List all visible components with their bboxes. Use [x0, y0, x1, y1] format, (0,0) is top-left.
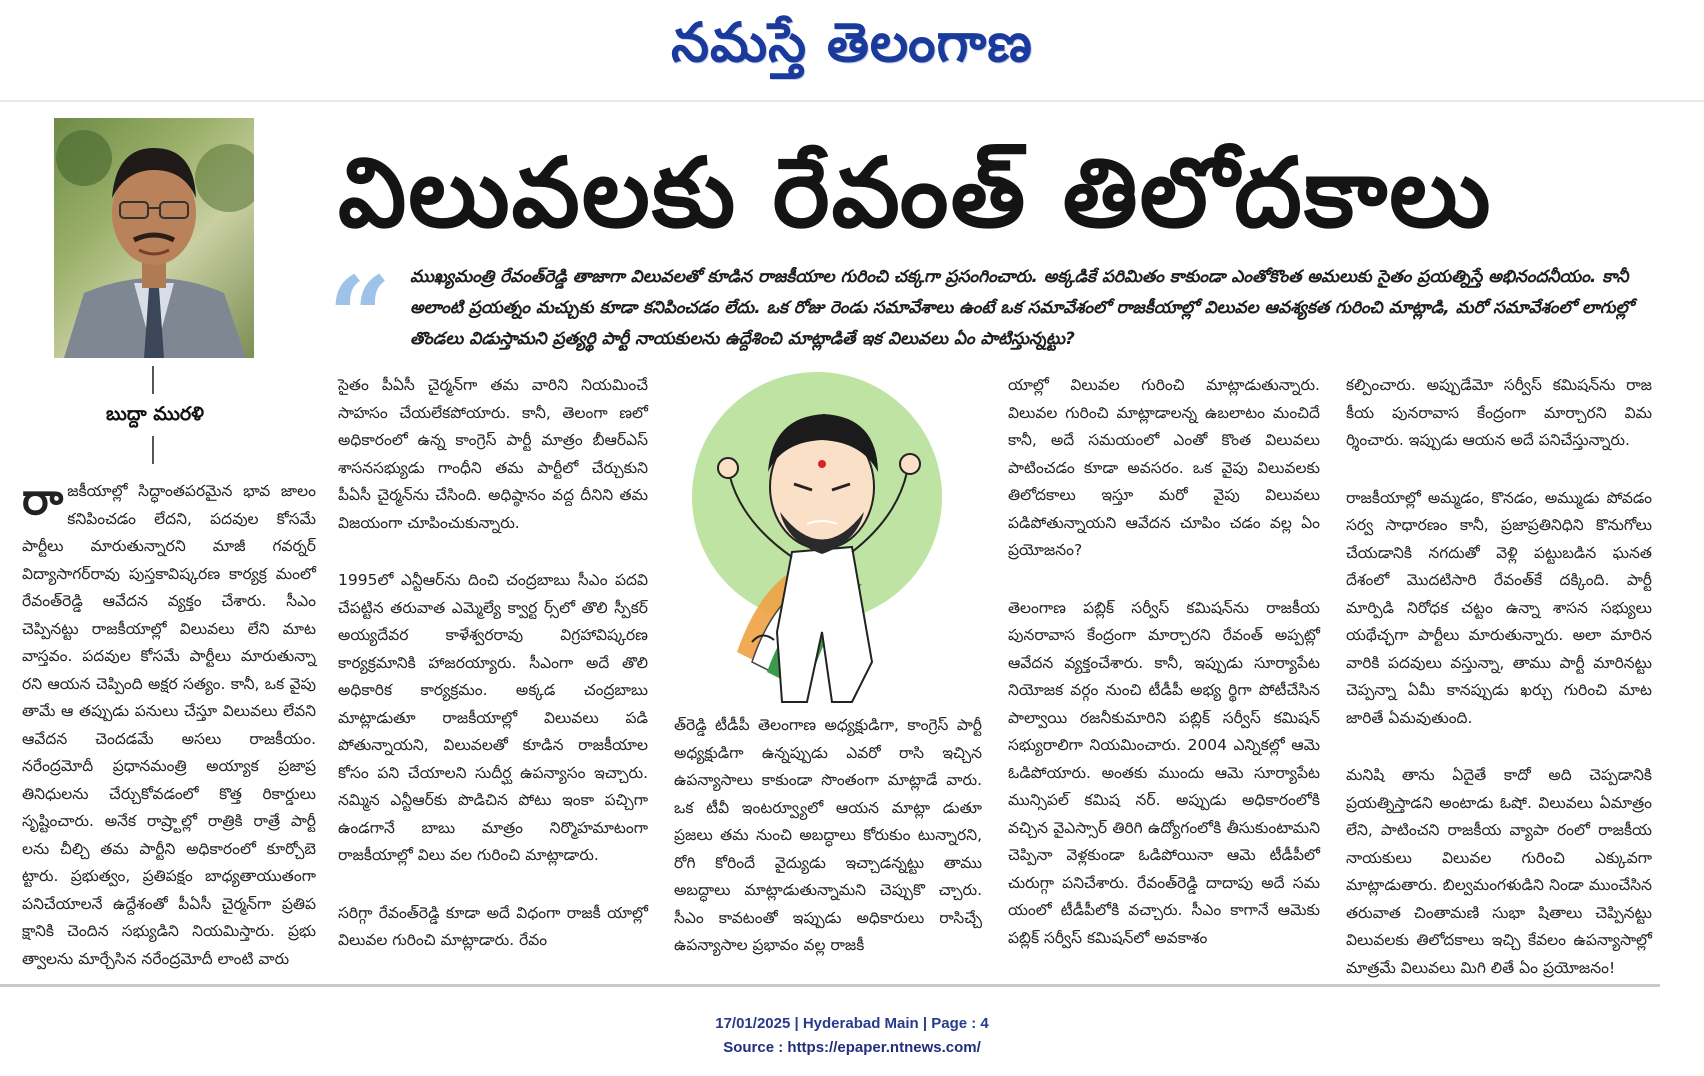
paragraph: తెలంగాణ పబ్లిక్ సర్వీస్ కమిషన్‌ను రాజకీయ పునరావాస కేంద్రంగా మార్చారని రేవంత్ అప్పట్లో ఆవేదన వ్యక్తంచేశారు. కానీ, ఇప్పుడు సూర్యాపేట నియోజక వర్గం నుంచి టీడీపీ అభ్య ర్థిగా పోటీచేసిన పాల్వాయి రజనీకుమారిని పబ్లిక్ సర్వీస్ కమిషన్ సభ్యురాలిగా నియమించారు. 2004 ఎన్నికల్లో ఆమె ఓడిపోయారు. అంతకు ముందు ఆమె సూర్యాపేట మున్సిపల్ కమిష నర్. అప్పుడు అధికారంలోకి వచ్చిన వైఎస్సార్ తిరిగి ఉద్యోగంలోకి తీసుకుంటామని చెప్పినా వెళ్లకుండా ఓడిపోయినా ఆమె టీడీపీలో చురుగ్గా పనిచేశారు. రేవంత్‌రెడ్డి దాదాపు అదే సమ యంలో టీడీపీలోకి వచ్చారు. సీఎం కాగానే ఆమెకు పబ్లిక్ సర్వీస్ కమిషన్‌లో అవకాశం: [1008, 598, 1320, 947]
article-column-2: [338, 372, 648, 955]
article-headline: విలువలకు రేవంత్ తిలోదకాలు: [338, 137, 1493, 249]
author-photo: [54, 118, 254, 358]
article-column-1: [22, 474, 316, 973]
byline-rule-bottom: [152, 436, 154, 464]
paragraph: 1995లో ఎన్టీఆర్‌ను దించి చంద్రబాబు సీఎం పదవి చేపట్టిన తరువాత ఎమ్మెల్యే క్వార్ట ర్స్‌లో తొలి స్పీకర్ అయ్యదేవర కాళేశ్వరరావు విగ్రహావిష్కరణ కార్యక్రమానికి హాజరయ్యారు. సీఎంగా అదే తొలి అధికారిక కార్యక్రమం. అక్కడ చంద్రబాబు మాట్లాడుతూ రాజకీయాల్లో విలువలు పడి పోతున్నాయని, విలువలతో కూడిన రాజకీయాల కోసం పని చేయాలని సుదీర్ఘ ఉపన్యాసం ఇచ్చారు. నమ్మిన ఎన్టీఆర్‌కు పొడిచిన పోటు ఇంకా పచ్చిగా ఉండగానే బాబు మాత్రం నిర్మొహమాటంగా రాజకీయాల్లో విలు వల గురించి మాట్లాడారు.: [338, 571, 648, 864]
quote-mark-icon: “: [328, 252, 392, 381]
article-standfirst: ముఖ్యమంత్రి రేవంత్‌రెడ్డి తాజాగా విలువలతో కూడిన రాజకీయాల గురించి చక్కగా ప్రసంగించారు. అక్కడికే పరిమితం కాకుండా ఎంతోకొంత అమలుకు సైతం ప్రయత్నిస్తే అభినందనీయం. కానీ అలాంటి ప్రయత్నం మచ్చుకు కూడా కనిపించడం లేదు. ఒక రోజు రెండు సమావేశాలు ఉంటే ఒక సమావేశంలో రాజకీయాల్లో విలువల ఆవశ్యకత గురించి మాట్లాడి, మరో సమావేశంలో లాగుల్లో తొండలు విడుస్తామని ప్రత్యర్థి పార్టీ నాయకులను ఉద్దేశించి మాట్లాడితే ఇక విలువలు ఏం పాటిస్తున్నట్టు?: [410, 267, 1634, 349]
drop-cap: రా: [22, 474, 64, 525]
paragraph: రాజకీయాల్లో అమ్మడం, కొనడం, అమ్ముడు పోవడం సర్వ సాధారణం కానీ, ప్రజాప్రతినిధిని కొనుగోలు చేయడానికి నగదుతో వెళ్లి పట్టుబడిన ఘనత దేశంలో మొదటిసారి రేవంత్‌కే దక్కింది. పార్టీ మార్పిడి నిరోధక చట్టం ఉన్నా శాసన సభ్యులు యథేచ్ఛగా పార్టీలు మారుతున్నారు. అలా మారిన వారికి పదవులు వస్తున్నా, తాము పార్టీ మారినట్టు చెప్పన్నా ఏమీ కానప్పుడు ఖర్చు గురించి మాట జారితే ఏమవుతుంది.: [1346, 488, 1652, 727]
cartoon-illustration: [682, 372, 972, 712]
masthead-logo: నమస్తే తెలంగాణ: [671, 11, 1033, 74]
article-column-4: [1008, 372, 1320, 952]
page-footer: [0, 1012, 1704, 1060]
source-link[interactable]: Source : https://epaper.ntnews.com/: [723, 1039, 981, 1056]
author-byline: బుద్దా మురళి: [106, 403, 204, 425]
top-divider: [0, 100, 1704, 102]
paragraph: యాల్లో విలువల గురించి మాట్లాడుతున్నారు. విలువల గురించి మాట్లాడాలన్న ఉబలాటం మంచిదే కానీ, అదే సమయంలో ఎంతో కొంత విలువలు పాటించడం కూడా అవసరం. ఒక వైపు విలువలకు తిలోదకాలు ఇస్తూ మరో వైపు విలువలు పడిపోతున్నాయని ఆవేదన చూపిం చడం వల్ల ఏం ప్రయోజనం?: [1008, 376, 1320, 559]
edition-info: 17/01/2025 | Hyderabad Main | Page : 4: [715, 1015, 989, 1032]
bottom-divider: [0, 984, 1660, 987]
paragraph: సరిగ్గా రేవంత్‌రెడ్డి కూడా అదే విధంగా రాజకీ యాల్లో విలువల గురించి మాట్లాడారు. రేవం: [338, 903, 648, 949]
article-column-3: [674, 712, 982, 960]
paragraph-text: జకీయాల్లో సిద్ధాంతపరమైన భావ జాలం కనిపించడం లేదని, పదవుల కోసమే పార్టీలు మారుతున్నారని మాజీ గవర్నర్ విద్యాసాగర్‌రావు పుస్తకావిష్కరణ కార్యక్ర మంలో రేవంత్‌రెడ్డి ఆవేదన వ్యక్తం చేశారు. సీఎం చెప్పినట్టు రాజకీయాల్లో విలువలు లేని మాట వాస్తవం. పదవుల కోసమే పార్టీలు మారుతున్నా రని ఆయన చెప్పింది అక్షర సత్యం. కానీ, ఒక వైపు తామే ఆ తప్పుడు పనులు చేస్తూ విలువలు లేవని ఆవేదన చెందడమే అసలు రాజకీయం. నరేంద్రమోదీ ప్రధానమంత్రి అయ్యాక ప్రజాప్ర తినిధులను చేర్చుకోవడంలో కొత్త రికార్డులు సృష్టించారు. అనేక రాష్ర్టాల్లో రాత్రికి రాత్రే పార్టీ లను చీల్చి తమ పార్టీని అధికారంలో కూర్చోబె ట్టారు. ప్రభుత్వం, ప్రతిపక్షం బాధ్యతాయుతంగా పనిచేయాలనే ఉద్దేశంతో పీఏసీ చైర్మన్‌గా ప్రతిప క్షానికి చెందిన సభ్యుడిని నియమిస్తారు. ప్రభు త్వాలను మార్చేసిన నరేంద్రమోదీ లాంటి వారు: [22, 482, 316, 968]
paragraph: మనిషి తాను ఏదైతే కాదో అది చెప్పడానికి ప్రయత్నిస్తాడని అంటాడు ఓషో. విలువలు ఏమాత్రం లేని, పాటించని రాజకీయ వ్యాపా రంలో రాజకీయ నాయకులు విలువల గురించి ఎక్కువగా మాట్లాడుతారు. బిల్వమంగళుడిని నిండా ముంచేసిన తరువాత చింతామణి సుభా షితాలు చెప్పినట్టు విలువలకు తిలోదకాలు ఇచ్చి కేవలం ఉపన్యాసాల్లో మాత్రమే విలువలు మిగి లితే ఏం ప్రయోజనం!: [1346, 766, 1652, 977]
paragraph: [22, 474, 316, 973]
byline-rule-top: [152, 366, 154, 394]
paragraph: సైతం పీఏసీ చైర్మన్‌గా తమ వారిని నియమించే సాహసం చేయలేకపోయారు. కానీ, తెలంగా ణలో అధికారంలో ఉన్న కాంగ్రెస్ పార్టీ మాత్రం బీఆర్‌ఎస్ శాసనసభ్యుడు గాంధీని తమ పార్టీలో చేర్చుకుని పీఏసీ చైర్మన్‌ను చేసింది. అధిష్ఠానం వద్ద దీనిని తమ విజయంగా చూపించుకున్నారు.: [338, 376, 648, 532]
paragraph: త్‌రెడ్డి టీడీపీ తెలంగాణ అధ్యక్షుడిగా, కాంగ్రెస్ పార్టీ అధ్యక్షుడిగా ఉన్నప్పుడు ఎవరో రాసి ఇచ్చిన ఉపన్యాసాలు కాకుండా సొంతంగా మాట్లాడే వారు. ఒక టీవీ ఇంటర్వ్యూలో ఆయన మాట్లా డుతూ ప్రజలు తమ నుంచి అబద్ధాలు కోరుకుం టున్నారని, రోగి కోరిందే వైద్యుడు ఇచ్చాడన్నట్టు తాము అబద్ధాలు మాట్లాడుతున్నామని చెప్పుకొ చ్చారు. సీఎం కావటంతో ఇప్పుడు అధికారులు రాసిచ్చే ఉపన్యాసాల ప్రభావం వల్ల రాజకీ: [674, 716, 982, 954]
paragraph: కల్పించారు. అప్పుడేమో సర్వీస్ కమిషన్‌ను రాజ కీయ పునరావాస కేంద్రంగా మార్చారని విమ ర్శించారు. ఇప్పుడు ఆయన అదే పనిచేస్తున్నారు.: [1346, 376, 1652, 449]
article-column-5: [1346, 372, 1652, 982]
